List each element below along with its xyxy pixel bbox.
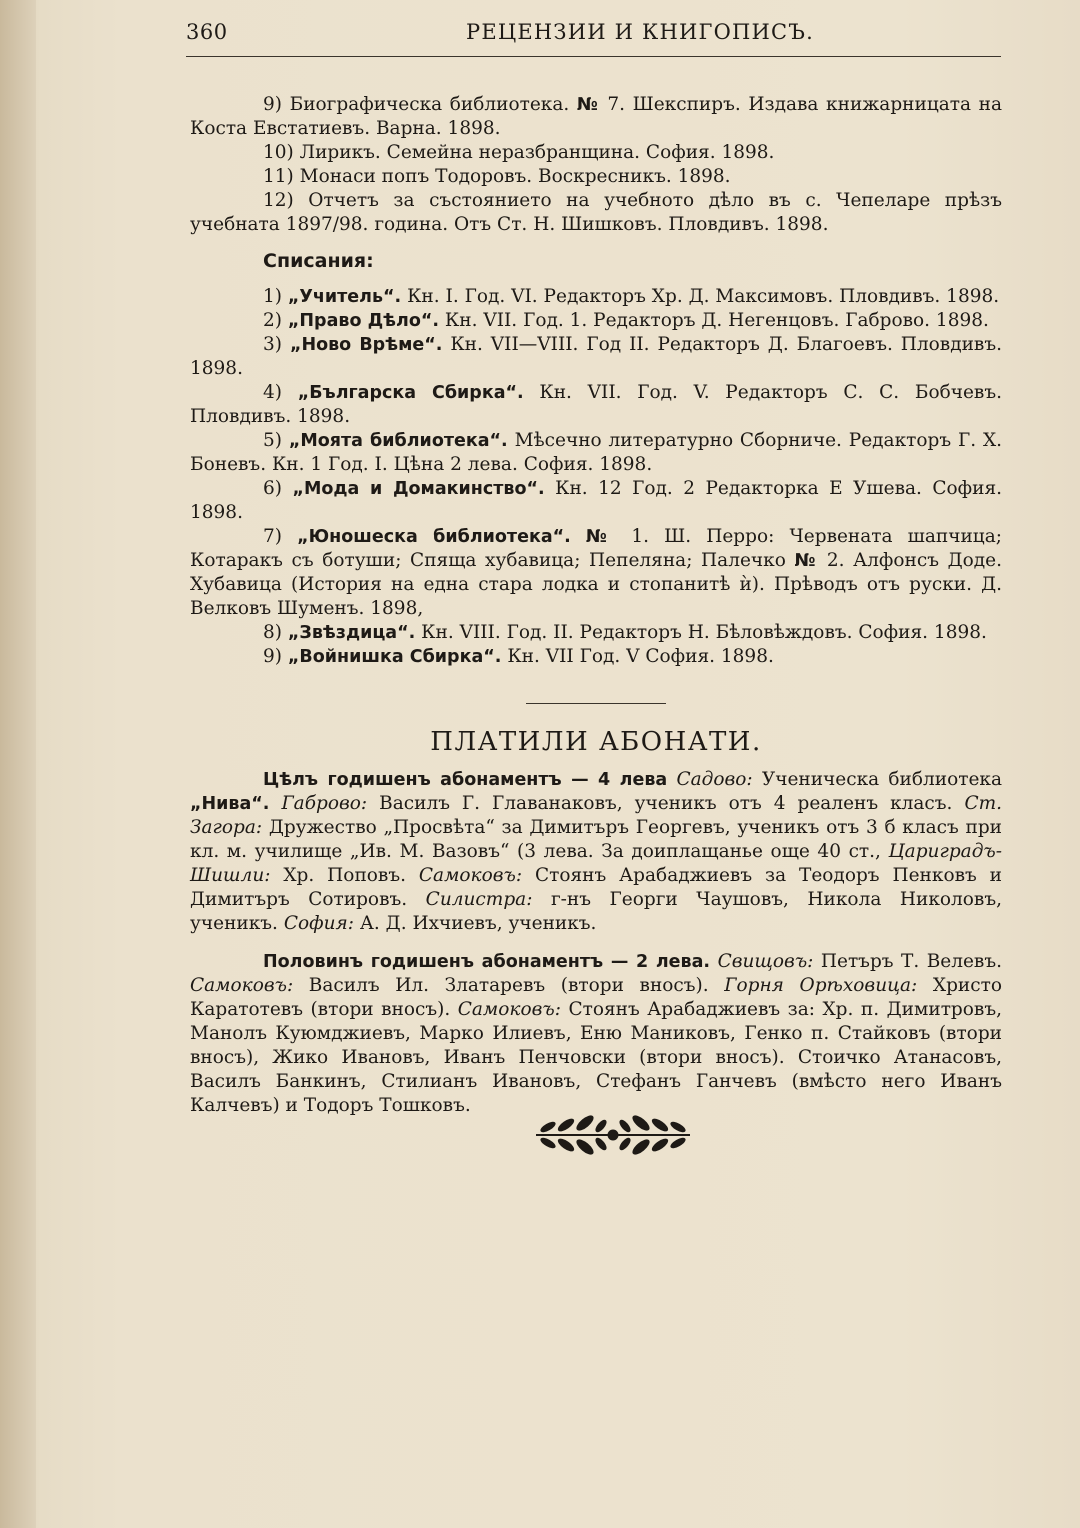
page-header	[186, 18, 1001, 58]
journal-item-8: 8) „Звѣздица“. Кн. VIII. Год. II. Редакторъ Н. Бѣловѣждовъ. София. 1898.	[263, 622, 987, 643]
header-rule	[186, 56, 1001, 57]
journal-item-9: 9) „Войнишка Сбирка“. Кн. VII Год. V София. 1898.	[263, 646, 774, 667]
page-binding-shadow	[0, 0, 36, 1528]
journal-item-7: 7) „Юношеска библиотека“. № 1. Ш. Перро: Червената шапчица; Котаракъ съ ботуши; Спяща хубавица; Пепеляна; Палечко № 2. Алфонсъ Доде. Хубавица (История на една стара лодка и стопанитѣ ѝ). Прѣводъ отъ руски. Д. Велковъ Шуменъ. 1898,	[190, 526, 1003, 619]
journal-item-1: 1) „Учитель“. Кн. I. Год. VI. Редакторъ Хр. Д. Максимовъ. Пловдивъ. 1898.	[263, 286, 1000, 307]
book-item-11: 11) Монаси попъ Тодоровъ. Воскресникъ. 1898.	[263, 166, 731, 187]
full-subscription-label: Цѣлъ годишенъ абонаментъ — 4 лева	[263, 770, 668, 790]
laurel-ornament-icon	[528, 1107, 698, 1163]
half-subscription-paragraph: Половинъ годишенъ абонаментъ — 2 лева. Свищовъ: Петъръ Т. Велевъ. Самоковъ: Василъ Ил. Златаревъ (втори вносъ). Горня Орѣховица: Христо Каратотевъ (втори вносъ). Самоковъ: Стоянъ Арабаджиевъ за: Хр. п. Димитровъ, Манолъ Куюмджиевъ, Марко Илиевъ, Еню Маниковъ, Генко п. Стайковъ (втори вносъ), Жико Ивановъ, Иванъ Пенчовски (втори вносъ). Стоичко Атанасовъ, Василъ Банкинъ, Стилианъ Ивановъ, Стефанъ Ганчевъ (вмѣсто него Иванъ Калчевъ) и Тодоръ Тошковъ.	[190, 951, 1002, 1116]
journal-item-5: 5) „Моята библиотека“. Мѣсечно литературно Сборниче. Редакторъ Г. Х. Боневъ. Кн. 1 Год. I. Цѣна 2 лева. София. 1898.	[190, 430, 1003, 475]
book-item-10: 10) Лирикъ. Семейна неразбранщина. София. 1898.	[263, 142, 775, 163]
page-body	[190, 93, 1002, 1118]
journal-item-3: 3) „Ново Врѣме“. Кн. VII—VIII. Год II. Редакторъ Д. Благоевъ. Пловдивъ. 1898.	[190, 334, 1002, 379]
full-subscription-paragraph: Цѣлъ годишенъ абонаментъ — 4 лева Садово: Ученическа библиотека „Нива“. Габрово: Василъ Г. Главанаковъ, ученикъ отъ 4 реаленъ класъ. Ст. Загора: Дружество „Просвѣта“ за Димитъръ Георгевъ, ученикъ отъ 3 б класъ при кл. м. училище „Ив. М. Вазовъ“ (3 лева. За доиплащанье още 40 ст., Цариградъ-Шишли: Хр. Поповъ. Самоковъ: Стоянъ Арабаджиевъ за Теодоръ Пенковъ и Димитъръ Сотировъ. Силистра: г-нъ Георги Чаушовъ, Никола Николовъ, ученикъ. София: А. Д. Ихчиевъ, ученикъ.	[190, 769, 1003, 934]
journal-item-6: 6) „Мода и Домакинство“. Кн. 12 Год. 2 Редакторка Е Ушева. София. 1898.	[190, 478, 1003, 523]
subscribers-heading: ПЛАТИЛИ АБОНАТИ.	[430, 727, 762, 757]
journal-item-2: 2) „Право Дѣло“. Кн. VII. Год. 1. Редакторъ Д. Негенцовъ. Габрово. 1898.	[263, 310, 989, 331]
journal-item-4: 4) „Българска Сбирка“. Кн. VII. Год. V. Редакторъ С. С. Бобчевъ. Пловдивъ. 1898.	[190, 382, 1002, 427]
section-divider	[526, 703, 666, 704]
book-item-12: 12) Отчетъ за състоянието на учебното дѣло въ с. Чепеларе прѣзъ учебната 1897/98. година. Отъ Ст. Н. Шишковъ. Пловдивъ. 1898.	[190, 190, 1002, 235]
running-title: РЕЦЕНЗИИ И КНИГОПИСЪ.	[466, 20, 815, 44]
journals-heading: Списания:	[263, 250, 374, 272]
page-number: 360	[186, 20, 228, 44]
half-subscription-label: Половинъ годишенъ абонаментъ — 2 лева.	[263, 952, 711, 972]
book-item-9: 9) Биографическа библиотека. № 7. Шекспиръ. Издава книжарницата на Коста Евстатиевъ. Варна. 1898.	[190, 94, 1002, 139]
